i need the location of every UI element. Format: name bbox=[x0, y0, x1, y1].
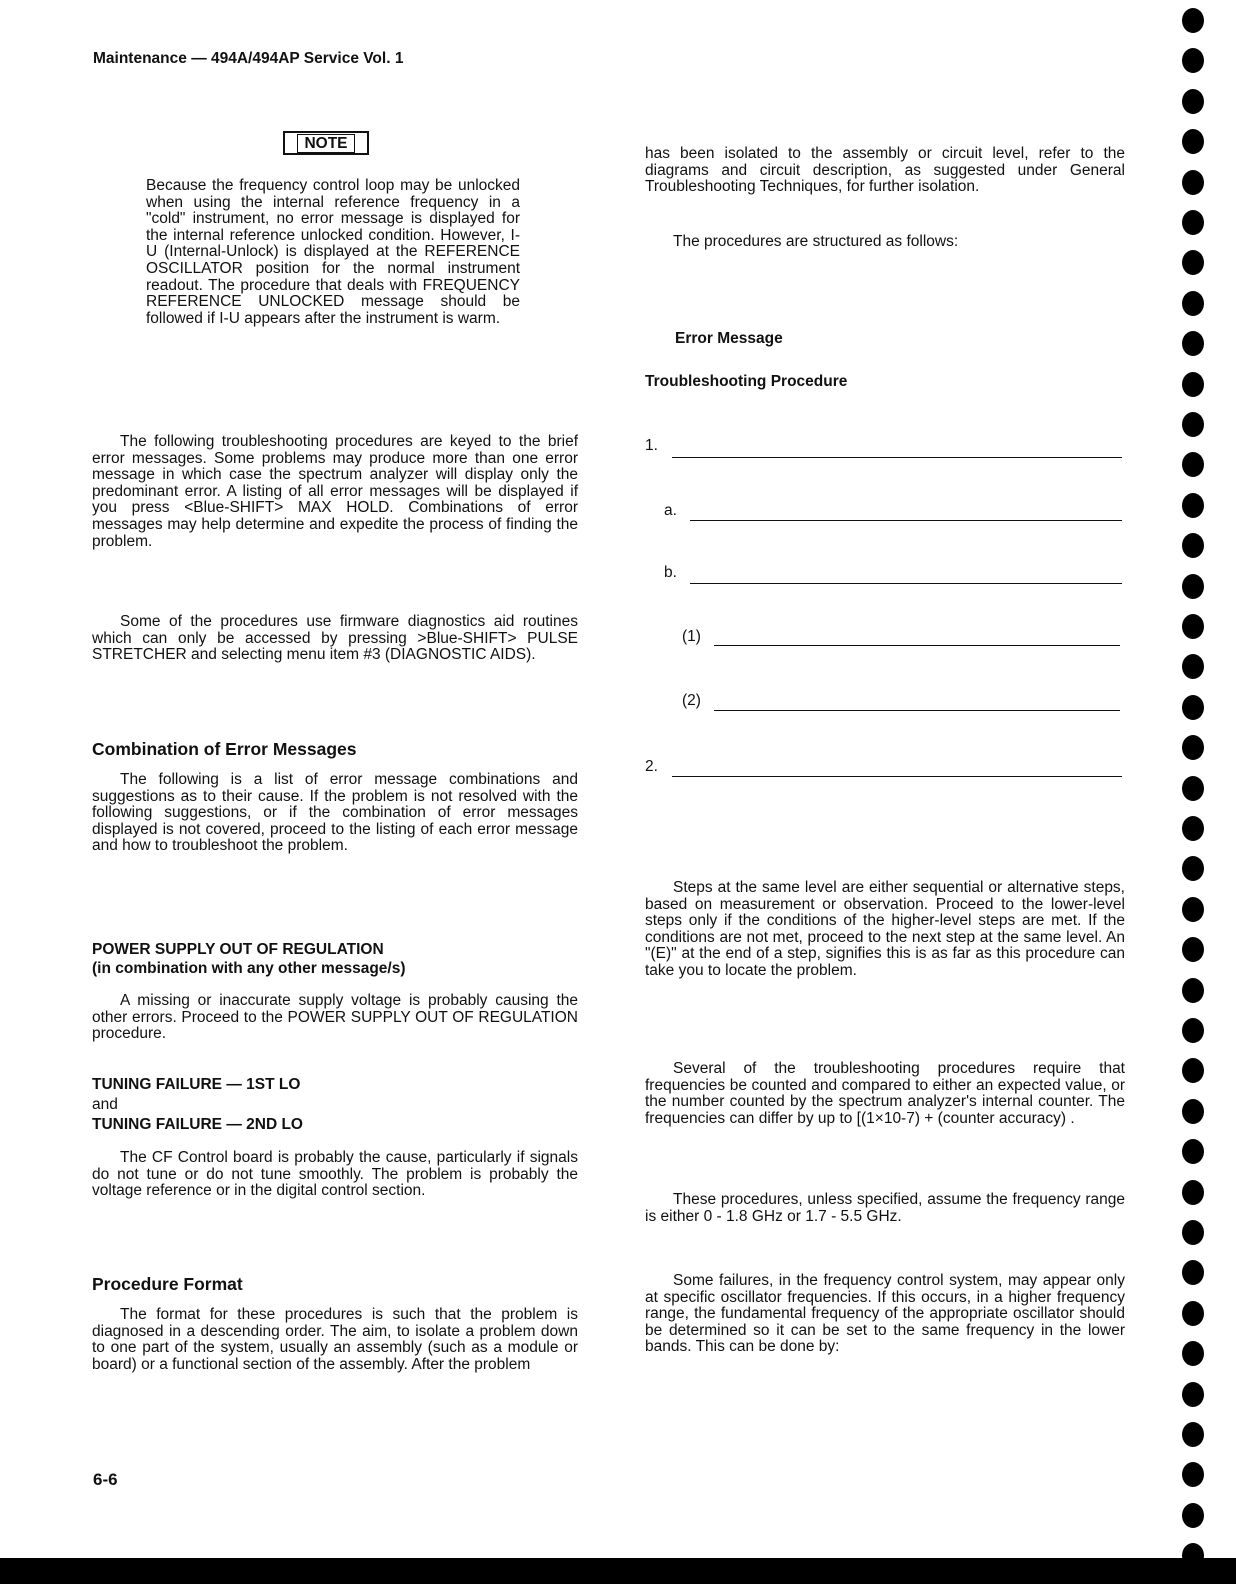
binder-hole bbox=[1182, 210, 1204, 235]
binder-hole bbox=[1182, 452, 1204, 477]
procedure-format-heading: Procedure Format bbox=[92, 1274, 243, 1294]
binder-hole bbox=[1182, 170, 1204, 195]
troubleshooting-procedure-label: Troubleshooting Procedure bbox=[645, 373, 848, 390]
note-label-box bbox=[283, 131, 369, 155]
binder-hole bbox=[1182, 89, 1204, 114]
note-label: NOTE bbox=[297, 134, 354, 153]
binder-hole bbox=[1182, 1018, 1204, 1043]
binder-hole bbox=[1182, 1220, 1204, 1245]
binder-hole bbox=[1182, 1503, 1204, 1528]
left-paragraph-2: Some of the procedures use firmware diagnostics aid routines which can only be accessed by pressing >Blue-SHIFT> PULSE STRETCHER and selecting menu item #3 (DIAGNOSTIC AIDS). bbox=[92, 613, 578, 664]
binder-hole bbox=[1182, 1058, 1204, 1083]
binder-hole bbox=[1182, 291, 1204, 316]
binder-hole bbox=[1182, 8, 1204, 33]
psu-heading: POWER SUPPLY OUT OF REGULATION bbox=[92, 941, 384, 958]
step-2-label: 2. bbox=[645, 758, 658, 775]
binder-hole bbox=[1182, 614, 1204, 639]
binder-hole bbox=[1182, 129, 1204, 154]
step-1-line bbox=[672, 457, 1122, 458]
step-a-line bbox=[690, 520, 1122, 521]
tuning-text: The CF Control board is probably the cause, particularly if signals do not tune or do not tune smoothly. The problem is probably the voltage reference or in the digital control section. bbox=[92, 1149, 578, 1200]
binder-hole bbox=[1182, 735, 1204, 760]
binder-hole bbox=[1182, 856, 1204, 881]
binder-hole bbox=[1182, 1099, 1204, 1124]
page-header: Maintenance — 494A/494AP Service Vol. 1 bbox=[93, 50, 404, 67]
note-text: Because the frequency control loop may be unlocked when using the internal reference frequency in a "cold" instrument, no error message is displayed for the internal reference unlocked condition. However, I-U (Internal-Unlock) is displayed at the REFERENCE OSCILLATOR position for the normal instrument readout. The procedure that deals with FREQUENCY REFERENCE UNLOCKED message should be followed if I-U appears after the instrument is warm. bbox=[146, 177, 520, 327]
binder-hole bbox=[1182, 574, 1204, 599]
step-1-label: 1. bbox=[645, 437, 658, 454]
steps-description: Steps at the same level are either sequential or alternative steps, based on measurement or observation. Proceed to the lower-level steps only if the conditions of the higher-level steps are met. If the conditions are not met, proceed to the next step at the same level. An "(E)" at the end of a step, signifies this is as far as this procedure can take you to locate the problem. bbox=[645, 879, 1125, 979]
structured-text: The procedures are structured as follows: bbox=[673, 233, 959, 250]
binder-hole bbox=[1182, 250, 1204, 275]
binder-hole bbox=[1182, 1139, 1204, 1164]
binder-hole bbox=[1182, 654, 1204, 679]
binder-hole bbox=[1182, 695, 1204, 720]
scan-bottom-edge bbox=[0, 1558, 1236, 1584]
binder-hole bbox=[1182, 897, 1204, 922]
binder-hole bbox=[1182, 937, 1204, 962]
tuning-heading-1: TUNING FAILURE — 1ST LO bbox=[92, 1076, 301, 1093]
binder-hole bbox=[1182, 1382, 1204, 1407]
error-message-label: Error Message bbox=[675, 330, 783, 347]
counted-frequencies-text: Several of the troubleshooting procedures require that frequencies be counted and compared to either an expected value, or the number counted by the spectrum analyzer's internal counter. The frequencies can differ by up to [(1×10-7) + (counter accuracy) . bbox=[645, 1060, 1125, 1127]
binder-hole bbox=[1182, 978, 1204, 1003]
step-a-label: a. bbox=[664, 502, 677, 519]
tuning-heading-2: TUNING FAILURE — 2ND LO bbox=[92, 1116, 303, 1133]
page-number: 6-6 bbox=[93, 1470, 118, 1489]
binder-hole bbox=[1182, 1462, 1204, 1487]
psu-text: A missing or inaccurate supply voltage is probably causing the other errors. Proceed to the POWER SUPPLY OUT OF REGULATION procedure. bbox=[92, 992, 578, 1043]
binder-hole bbox=[1182, 1301, 1204, 1326]
step-2-sub-line bbox=[714, 710, 1120, 711]
binder-hole bbox=[1182, 533, 1204, 558]
binder-hole bbox=[1182, 493, 1204, 518]
combination-text: The following is a list of error message combinations and suggestions as to their cause. If the problem is not resolved with the following suggestions, or if the combination of error messages displayed is not covered, proceed to the listing of each error message and how to troubleshoot the problem. bbox=[92, 771, 578, 855]
step-b-line bbox=[690, 583, 1122, 584]
procedure-format-text: The format for these procedures is such that the problem is diagnosed in a descending order. The aim, to isolate a problem down to one part of the system, usually an assembly (such as a module or board) or a functional section of the assembly. After the problem bbox=[92, 1306, 578, 1373]
binder-hole bbox=[1182, 372, 1204, 397]
binder-holes bbox=[1174, 0, 1214, 1584]
psu-subheading: (in combination with any other message/s) bbox=[92, 960, 406, 977]
step-2-line bbox=[672, 776, 1122, 777]
binder-hole bbox=[1182, 816, 1204, 841]
oscillator-failures-text: Some failures, in the frequency control system, may appear only at specific oscillator frequencies. If this occurs, in a higher frequency range, the fundamental frequency of the appropriate oscillator should be determined so it can be set to the same frequency in the lower bands. This can be done by: bbox=[645, 1272, 1125, 1356]
combination-heading: Combination of Error Messages bbox=[92, 739, 357, 759]
binder-hole bbox=[1182, 1422, 1204, 1447]
frequency-range-text: These procedures, unless specified, assume the frequency range is either 0 - 1.8 GHz or 1.7 - 5.5 GHz. bbox=[645, 1191, 1125, 1225]
tuning-and: and bbox=[92, 1096, 118, 1113]
step-1-sub-label: (1) bbox=[682, 628, 701, 645]
step-b-label: b. bbox=[664, 564, 677, 581]
binder-hole bbox=[1182, 1260, 1204, 1285]
left-paragraph-1: The following troubleshooting procedures are keyed to the brief error messages. Some problems may produce more than one error message in which case the spectrum analyzer will display only the predominant error. A listing of all error messages will be displayed if you press <Blue-SHIFT> MAX HOLD. Combinations of error messages may help determine and expedite the process of finding the problem. bbox=[92, 433, 578, 550]
binder-hole bbox=[1182, 331, 1204, 356]
binder-hole bbox=[1182, 1180, 1204, 1205]
binder-hole bbox=[1182, 48, 1204, 73]
right-continuation-text: has been isolated to the assembly or circuit level, refer to the diagrams and circuit description, as suggested under General Troubleshooting Techniques, for further isolation. bbox=[645, 145, 1125, 196]
binder-hole bbox=[1182, 412, 1204, 437]
step-1-sub-line bbox=[714, 645, 1120, 646]
step-2-sub-label: (2) bbox=[682, 692, 701, 709]
binder-hole bbox=[1182, 776, 1204, 801]
binder-hole bbox=[1182, 1341, 1204, 1366]
